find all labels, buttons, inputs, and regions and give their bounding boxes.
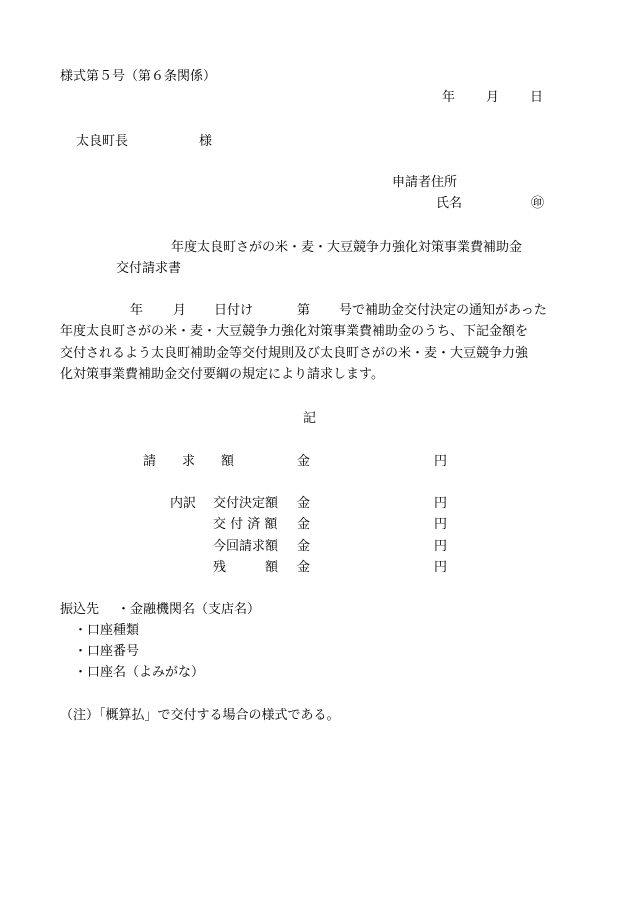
claim-yen: 円 (434, 454, 448, 469)
applicant-name-label: 氏名 (436, 196, 463, 211)
breakdown-row-kin: 金 (297, 560, 311, 575)
transfer-item-bank: ・金融機関名（支店名） (117, 602, 261, 617)
applicant-address-label: 申請者住所 (392, 175, 458, 190)
breakdown-row-yen: 円 (434, 517, 448, 532)
breakdown-row-label: 残 額 (213, 560, 279, 575)
ki-heading: 記 (303, 411, 317, 426)
body-day-label: 日付け (214, 303, 254, 318)
document-title-line1: 年度太良町さがの米・麦・大豆競争力強化対策事業費補助金 (171, 240, 523, 255)
body-first-line-rest: 号で補助金交付決定の通知があった (339, 303, 547, 318)
breakdown-row-kin: 金 (297, 517, 311, 532)
body-line-1: 年度太良町さがの米・麦・大豆競争力強化対策事業費補助金のうち、下記金額を (60, 324, 529, 339)
transfer-label: 振込先 (60, 602, 100, 617)
document-title-line2: 交付請求書 (116, 261, 182, 276)
body-year-label: 年 (130, 303, 144, 318)
breakdown-row-label: 交 付 済 額 (213, 517, 278, 532)
body-number-prefix: 第 (297, 303, 311, 318)
date-year-label: 年 (442, 90, 456, 105)
seal-mark: ㊞ (531, 196, 545, 211)
footnote: （注）「概算払」で交付する場合の様式である。 (60, 708, 340, 723)
claim-amount-label: 請 求 額 (143, 454, 235, 469)
addressee-honorific: 様 (199, 134, 213, 149)
form-number: 様式第５号（第６条関係） (60, 69, 217, 84)
body-line-3: 化対策事業費補助金交付要綱の規定により請求します。 (60, 367, 384, 382)
body-month-label: 月 (173, 303, 187, 318)
breakdown-label: 内訳 (170, 496, 197, 511)
addressee-name: 太良町長 (76, 134, 129, 149)
body-line-2: 交付されるよう太良町補助金等交付規則及び太良町さがの米・麦・大豆競争力強 (60, 346, 529, 361)
breakdown-row-kin: 金 (297, 496, 311, 511)
date-day-label: 日 (530, 90, 544, 105)
transfer-item-account-type: ・口座種類 (74, 623, 140, 638)
breakdown-row-yen: 円 (434, 539, 448, 554)
transfer-item-account-name: ・口座名（よみがな） (74, 665, 205, 680)
breakdown-row-kin: 金 (297, 539, 311, 554)
breakdown-row-yen: 円 (434, 560, 448, 575)
date-month-label: 月 (486, 90, 500, 105)
breakdown-row-yen: 円 (434, 496, 448, 511)
transfer-item-account-number: ・口座番号 (74, 644, 140, 659)
breakdown-row-label: 今回請求額 (213, 539, 279, 554)
breakdown-row-label: 交付決定額 (213, 496, 279, 511)
claim-kin: 金 (297, 454, 311, 469)
